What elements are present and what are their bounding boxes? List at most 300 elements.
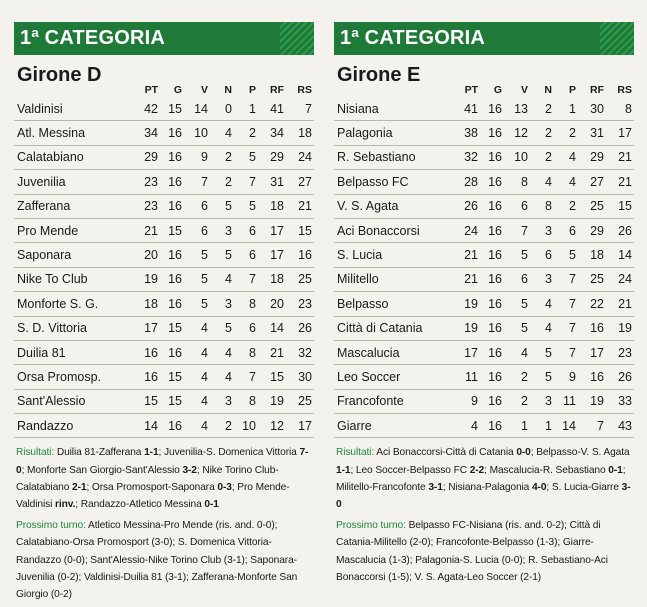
stat-cell: 7	[234, 365, 258, 389]
stat-cell: 16	[480, 365, 504, 389]
stat-cell: 17	[132, 316, 160, 340]
stat-cell: 5	[184, 292, 210, 316]
match-score: 4-0	[531, 481, 547, 493]
stat-cell: 2	[530, 121, 554, 145]
stat-cell: 21	[452, 243, 480, 267]
stat-cell: 14	[554, 414, 578, 438]
column-header: G	[173, 84, 182, 96]
table-row	[14, 365, 314, 389]
stat-cell: 22	[578, 292, 606, 316]
table-row	[334, 414, 634, 438]
stat-cell: 4	[554, 170, 578, 194]
match-teams: ; Militello-Francofonte	[336, 464, 626, 493]
stat-cell: 7	[184, 170, 210, 194]
column-header: RF	[270, 84, 284, 96]
stat-cell: 16	[160, 121, 184, 145]
next-round-text: Belpasso FC-Nisiana (ris. and. 0-2); Città di Catania-Militello (2-0); Francofonte-Belpasso (1-3); Giarre-Mascalucia (1-3); Palagonia-S. Lucia (0-0); R. Sebastiano-Aci Bonaccorsi (1-5); V. S. Agata-Leo Soccer (2-1)	[336, 520, 608, 583]
stat-cell: 17	[286, 414, 314, 438]
stat-cell: 17	[452, 340, 480, 364]
stat-cell: 6	[234, 218, 258, 242]
stat-cell: 26	[452, 194, 480, 218]
stat-cell: 31	[258, 170, 286, 194]
stat-cell: 4	[452, 414, 480, 438]
stat-cell: 27	[578, 170, 606, 194]
stat-cell: 1	[234, 97, 258, 121]
stat-cell: 3	[210, 292, 234, 316]
team-name: Orsa Promosp.	[14, 365, 132, 389]
stat-cell: 16	[160, 145, 184, 169]
stat-cell: 7	[234, 267, 258, 291]
stat-cell: 5	[554, 243, 578, 267]
stat-cell: 8	[234, 389, 258, 413]
stat-cell: 12	[258, 414, 286, 438]
column-header: RS	[617, 84, 632, 96]
stat-cell: 15	[160, 389, 184, 413]
stat-cell: 29	[578, 218, 606, 242]
match-teams: ; S. Lucia-Giarre	[546, 481, 622, 493]
table-row	[334, 267, 634, 291]
stat-cell: 30	[286, 365, 314, 389]
stat-cell: 17	[578, 340, 606, 364]
next-round-label: Prossimo turno:	[336, 520, 406, 532]
team-name: V. S. Agata	[334, 194, 452, 218]
team-name: Belpasso	[334, 292, 452, 316]
stat-cell: 4	[530, 170, 554, 194]
stat-cell: 16	[132, 365, 160, 389]
match-teams: ; Mascalucia-R. Sebastiano	[484, 464, 609, 476]
standings-table	[14, 83, 314, 438]
stat-cell: 15	[286, 218, 314, 242]
table-row	[334, 243, 634, 267]
stat-cell: 5	[210, 243, 234, 267]
stat-cell: 4	[210, 365, 234, 389]
stat-cell: 26	[606, 218, 634, 242]
stat-cell: 16	[480, 340, 504, 364]
column-header: N	[224, 84, 232, 96]
stat-cell: 30	[578, 97, 606, 121]
table-row	[334, 145, 634, 169]
stat-cell: 21	[132, 218, 160, 242]
stat-cell: 2	[210, 414, 234, 438]
table-row	[14, 292, 314, 316]
stat-cell: 7	[234, 170, 258, 194]
stat-cell: 1	[554, 97, 578, 121]
stat-cell: 5	[504, 316, 530, 340]
stat-cell: 10	[504, 145, 530, 169]
stat-cell: 21	[606, 170, 634, 194]
match-score: 2-2	[469, 464, 485, 476]
column-header: P	[568, 84, 576, 96]
table-row	[14, 389, 314, 413]
stat-cell: 2	[554, 194, 578, 218]
stat-cell: 28	[452, 170, 480, 194]
stat-cell: 4	[554, 145, 578, 169]
team-name: R. Sebastiano	[334, 145, 452, 169]
stat-cell: 6	[554, 218, 578, 242]
stat-cell: 4	[210, 121, 234, 145]
notes	[14, 444, 314, 603]
stat-cell: 29	[578, 145, 606, 169]
table-row	[14, 194, 314, 218]
team-name: Palagonia	[334, 121, 452, 145]
stat-cell: 15	[160, 365, 184, 389]
stat-cell: 5	[530, 365, 554, 389]
stat-cell: 7	[554, 267, 578, 291]
stat-cell: 5	[234, 194, 258, 218]
stat-cell: 16	[578, 365, 606, 389]
stat-cell: 24	[286, 145, 314, 169]
table-row	[334, 218, 634, 242]
stat-cell: 7	[578, 414, 606, 438]
stat-cell: 5	[530, 340, 554, 364]
next-round-text: Atletico Messina-Pro Mende (ris. and. 0-0); Calatabiano-Orsa Promosport (3-0); S. Domenica Vittoria-Randazzo (0-0); Sant'Alessio-Nike Torino Club (3-1); Saponara-Juvenilia (0-2); Valdinisi-Duilia 81 (3-1); Zafferana-Monforte San Giorgio (0-2)	[16, 520, 298, 601]
match-score: 0-1	[608, 464, 623, 476]
match-score: 3-1	[428, 481, 443, 493]
match-teams: ; Orsa Promosport-Saponara	[86, 481, 218, 493]
stat-cell: 19	[606, 316, 634, 340]
team-name: Randazzo	[14, 414, 132, 438]
stat-cell: 11	[554, 389, 578, 413]
stat-cell: 20	[132, 243, 160, 267]
stat-cell: 4	[184, 414, 210, 438]
stat-cell: 18	[286, 121, 314, 145]
standings-column-left	[14, 22, 314, 607]
stat-cell: 11	[452, 365, 480, 389]
table-row	[334, 121, 634, 145]
stat-cell: 8	[234, 340, 258, 364]
stat-cell: 16	[286, 243, 314, 267]
table-row	[334, 97, 634, 121]
stat-cell: 7	[554, 340, 578, 364]
stat-cell: 16	[160, 292, 184, 316]
stat-cell: 24	[606, 267, 634, 291]
team-name: Mascalucia	[334, 340, 452, 364]
stat-cell: 9	[452, 389, 480, 413]
match-score: rinv.	[55, 499, 76, 511]
stat-cell: 2	[234, 121, 258, 145]
stat-cell: 15	[258, 365, 286, 389]
stat-cell: 21	[258, 340, 286, 364]
stat-cell: 1	[530, 414, 554, 438]
stat-cell: 14	[606, 243, 634, 267]
stat-cell: 14	[132, 414, 160, 438]
stat-cell: 16	[578, 316, 606, 340]
standings-table	[334, 83, 634, 438]
stat-cell: 5	[210, 316, 234, 340]
stat-cell: 7	[286, 97, 314, 121]
stat-cell: 21	[452, 267, 480, 291]
stat-cell: 0	[210, 97, 234, 121]
stat-cell: 4	[530, 292, 554, 316]
stat-cell: 6	[504, 267, 530, 291]
stat-cell: 5	[184, 243, 210, 267]
match-score: 1-1	[336, 464, 351, 476]
stat-cell: 16	[480, 97, 504, 121]
stat-cell: 3	[530, 267, 554, 291]
category-header	[334, 22, 634, 55]
stat-cell: 4	[530, 316, 554, 340]
stat-cell: 19	[578, 389, 606, 413]
stat-cell: 42	[132, 97, 160, 121]
stat-cell: 1	[504, 414, 530, 438]
next-round-paragraph	[16, 517, 314, 603]
stat-cell: 17	[606, 121, 634, 145]
stat-cell: 5	[184, 267, 210, 291]
table-row	[14, 243, 314, 267]
stat-cell: 16	[480, 121, 504, 145]
stat-cell: 17	[258, 243, 286, 267]
stat-cell: 32	[286, 340, 314, 364]
stat-cell: 34	[132, 121, 160, 145]
stat-cell: 4	[210, 267, 234, 291]
stat-cell: 15	[132, 389, 160, 413]
column-header: N	[544, 84, 552, 96]
team-name: Atl. Messina	[14, 121, 132, 145]
table-row	[334, 194, 634, 218]
stat-cell: 18	[578, 243, 606, 267]
stat-cell: 25	[578, 267, 606, 291]
table-row	[14, 267, 314, 291]
team-name: Leo Soccer	[334, 365, 452, 389]
team-name: Calatabiano	[14, 145, 132, 169]
stat-cell: 16	[480, 316, 504, 340]
table-row	[14, 145, 314, 169]
stat-cell: 25	[286, 267, 314, 291]
next-round-label: Prossimo turno:	[16, 520, 86, 532]
match-teams: ; Randazzo-Atletico Messina	[75, 499, 205, 511]
stat-cell: 15	[160, 316, 184, 340]
stat-cell: 19	[132, 267, 160, 291]
category-title: 1ª CATEGORIA	[340, 27, 485, 49]
stat-cell: 16	[480, 145, 504, 169]
match-score: 0-3	[217, 481, 232, 493]
column-header: RF	[590, 84, 604, 96]
stat-cell: 16	[160, 194, 184, 218]
stat-cell: 8	[530, 194, 554, 218]
table-row	[334, 389, 634, 413]
stat-cell: 6	[234, 243, 258, 267]
team-name: Zafferana	[14, 194, 132, 218]
stat-cell: 8	[234, 292, 258, 316]
next-round-paragraph	[336, 517, 634, 586]
stat-cell: 18	[132, 292, 160, 316]
stat-cell: 4	[210, 340, 234, 364]
stat-cell: 16	[160, 170, 184, 194]
table-row	[334, 316, 634, 340]
stat-cell: 8	[606, 97, 634, 121]
match-teams: ; Juvenilia-S. Domenica Vittoria	[158, 447, 300, 459]
stat-cell: 17	[258, 218, 286, 242]
stat-cell: 23	[132, 194, 160, 218]
stat-cell: 23	[606, 340, 634, 364]
table-row	[14, 340, 314, 364]
stat-cell: 20	[258, 292, 286, 316]
stat-cell: 4	[184, 389, 210, 413]
stat-cell: 26	[286, 316, 314, 340]
match-teams: ; Leo Soccer-Belpasso FC	[350, 464, 470, 476]
stat-cell: 24	[452, 218, 480, 242]
table-row	[14, 218, 314, 242]
stat-cell: 26	[606, 365, 634, 389]
table-row	[334, 292, 634, 316]
stat-cell: 10	[184, 121, 210, 145]
stat-cell: 13	[504, 97, 530, 121]
team-name: Francofonte	[334, 389, 452, 413]
stat-cell: 16	[480, 170, 504, 194]
group-title: Girone D	[17, 64, 102, 86]
stat-cell: 16	[480, 389, 504, 413]
stat-cell: 9	[554, 365, 578, 389]
results-label: Risultati:	[336, 447, 375, 459]
column-header: PT	[464, 84, 478, 96]
stat-cell: 41	[258, 97, 286, 121]
table-row	[334, 340, 634, 364]
team-name: Belpasso FC	[334, 170, 452, 194]
stat-cell: 3	[530, 218, 554, 242]
team-name: Città di Catania	[334, 316, 452, 340]
match-teams: Duilia 81-Zafferana	[56, 447, 145, 459]
team-name: Saponara	[14, 243, 132, 267]
stat-cell: 23	[132, 170, 160, 194]
results-text	[336, 447, 630, 510]
stat-cell: 8	[504, 170, 530, 194]
stat-cell: 15	[160, 218, 184, 242]
match-score: 1-1	[144, 447, 159, 459]
stat-cell: 3	[530, 389, 554, 413]
stat-cell: 16	[160, 243, 184, 267]
stat-cell: 2	[210, 170, 234, 194]
column-header: PT	[144, 84, 158, 96]
table-row	[334, 365, 634, 389]
column-header: RS	[297, 84, 312, 96]
stat-cell: 2	[554, 121, 578, 145]
team-name: Duilia 81	[14, 340, 132, 364]
team-name: Nike To Club	[14, 267, 132, 291]
match-teams: ; Belpasso-V. S. Agata	[530, 447, 630, 459]
stat-cell: 16	[160, 414, 184, 438]
stat-cell: 16	[480, 243, 504, 267]
results-text	[16, 447, 308, 510]
match-score: 3-2	[182, 464, 197, 476]
notes	[334, 444, 634, 586]
team-name: Monforte S. G.	[14, 292, 132, 316]
stat-cell: 38	[452, 121, 480, 145]
stat-cell: 16	[160, 267, 184, 291]
stat-cell: 16	[132, 340, 160, 364]
results-paragraph	[336, 444, 634, 513]
stat-cell: 3	[210, 218, 234, 242]
results-label: Risultati:	[16, 447, 55, 459]
stat-cell: 21	[286, 194, 314, 218]
stat-cell: 23	[286, 292, 314, 316]
team-name: Nisiana	[334, 97, 452, 121]
stat-cell: 15	[160, 97, 184, 121]
team-name: Sant'Alessio	[14, 389, 132, 413]
stat-cell: 21	[606, 145, 634, 169]
match-score: 7-0	[16, 447, 309, 476]
stat-cell: 25	[578, 194, 606, 218]
stat-cell: 5	[234, 145, 258, 169]
team-name: Militello	[334, 267, 452, 291]
stat-cell: 2	[530, 145, 554, 169]
stat-cell: 16	[480, 292, 504, 316]
match-score: 2-1	[72, 481, 87, 493]
stat-cell: 2	[504, 365, 530, 389]
stat-cell: 14	[184, 97, 210, 121]
match-score: 0-0	[516, 447, 531, 459]
stat-cell: 16	[480, 194, 504, 218]
stat-cell: 18	[258, 194, 286, 218]
stat-cell: 7	[554, 292, 578, 316]
stat-cell: 33	[606, 389, 634, 413]
stat-cell: 6	[530, 243, 554, 267]
category-title: 1ª CATEGORIA	[20, 27, 165, 49]
stat-cell: 25	[286, 389, 314, 413]
stat-cell: 6	[504, 194, 530, 218]
team-name: Valdinisi	[14, 97, 132, 121]
team-name: Juvenilia	[14, 170, 132, 194]
stat-cell: 6	[184, 194, 210, 218]
stat-cell: 15	[606, 194, 634, 218]
column-header: V	[520, 84, 528, 96]
table-row	[14, 414, 314, 438]
stat-cell: 9	[184, 145, 210, 169]
stat-cell: 31	[578, 121, 606, 145]
standings-column-right	[334, 22, 634, 590]
stat-cell: 2	[210, 145, 234, 169]
stat-cell: 5	[504, 243, 530, 267]
stat-cell: 27	[286, 170, 314, 194]
stat-cell: 3	[210, 389, 234, 413]
results-paragraph	[16, 444, 314, 513]
category-header	[14, 22, 314, 55]
stat-cell: 7	[554, 316, 578, 340]
stat-cell: 32	[452, 145, 480, 169]
stat-cell: 2	[530, 97, 554, 121]
column-header: G	[493, 84, 502, 96]
group-title: Girone E	[337, 64, 421, 86]
stat-cell: 29	[132, 145, 160, 169]
stat-cell: 16	[480, 218, 504, 242]
stat-cell: 34	[258, 121, 286, 145]
stat-cell: 19	[452, 292, 480, 316]
stat-cell: 4	[184, 340, 210, 364]
stat-cell: 10	[234, 414, 258, 438]
match-teams: ; Nisiana-Palagonia	[442, 481, 532, 493]
team-name: Giarre	[334, 414, 452, 438]
table-row	[334, 170, 634, 194]
match-score: 0-1	[204, 499, 219, 511]
stat-cell: 12	[504, 121, 530, 145]
match-teams: ; Monforte San Giorgio-Sant'Alessio	[21, 464, 183, 476]
stat-cell: 14	[258, 316, 286, 340]
stat-cell: 19	[452, 316, 480, 340]
match-teams: ; Pro Mende-Valdinisi	[16, 481, 290, 511]
team-name: S. D. Vittoria	[14, 316, 132, 340]
stat-cell: 7	[504, 218, 530, 242]
match-teams: ; Nike Torino Club-Calatabiano	[16, 464, 279, 493]
stat-cell: 5	[504, 292, 530, 316]
stat-cell: 21	[606, 292, 634, 316]
column-header: P	[248, 84, 256, 96]
stat-cell: 5	[210, 194, 234, 218]
stat-cell: 4	[184, 365, 210, 389]
stat-cell: 29	[258, 145, 286, 169]
stat-cell: 6	[184, 218, 210, 242]
stat-cell: 16	[480, 267, 504, 291]
table-row	[14, 121, 314, 145]
stat-cell: 16	[480, 414, 504, 438]
